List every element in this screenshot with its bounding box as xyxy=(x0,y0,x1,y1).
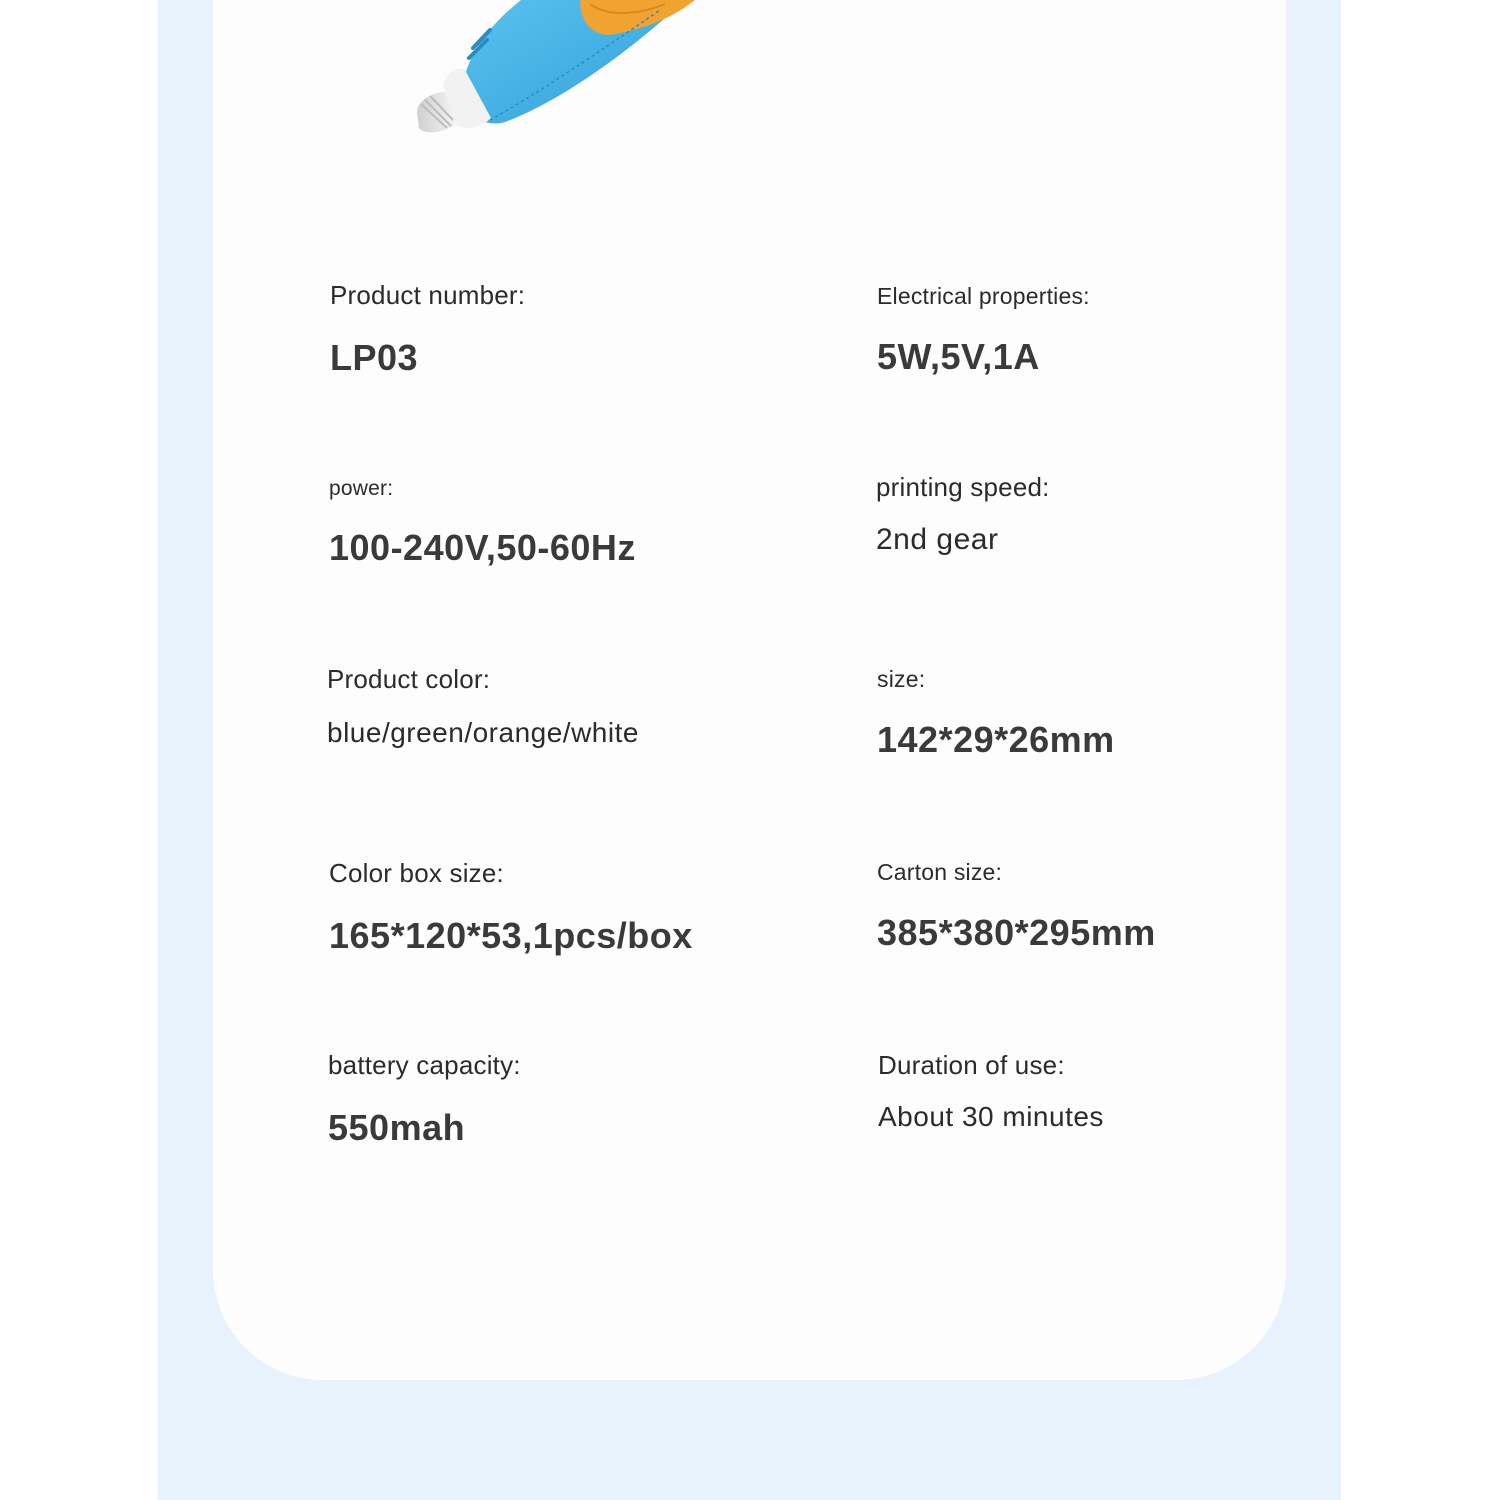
spec-duration-of-use xyxy=(878,1050,1104,1133)
spec-value: 100-240V,50-60Hz xyxy=(329,527,636,568)
spec-label: Electrical properties: xyxy=(877,283,1090,309)
spec-label: printing speed: xyxy=(876,472,1050,502)
spec-label: Color box size: xyxy=(329,858,504,888)
spec-value: 2nd gear xyxy=(876,523,999,556)
spec-printing-speed xyxy=(876,472,1050,557)
spec-label: Product color: xyxy=(327,664,491,694)
spec-product-color xyxy=(327,664,639,749)
spec-electrical-properties xyxy=(877,283,1090,378)
spec-label: power: xyxy=(329,477,394,500)
spec-power xyxy=(329,477,636,569)
spec-value: 142*29*26mm xyxy=(877,719,1115,760)
spec-product-number xyxy=(330,280,525,379)
3d-pen-image xyxy=(395,0,735,170)
spec-label: Duration of use: xyxy=(878,1050,1065,1080)
spec-value: 165*120*53,1pcs/box xyxy=(329,915,693,956)
spec-label: battery capacity: xyxy=(328,1050,521,1080)
spec-battery-capacity xyxy=(328,1050,521,1149)
spec-size xyxy=(877,666,1115,761)
spec-value: LP03 xyxy=(330,337,419,378)
spec-label: Product number: xyxy=(330,280,526,310)
spec-value: 550mah xyxy=(328,1107,466,1148)
spec-label: size: xyxy=(877,666,926,692)
spec-value: blue/green/orange/white xyxy=(327,717,639,748)
spec-label: Carton size: xyxy=(877,859,1003,885)
spec-value: 5W,5V,1A xyxy=(877,336,1040,377)
spec-carton-size xyxy=(877,859,1156,954)
spec-value: 385*380*295mm xyxy=(877,912,1156,953)
spec-color-box-size xyxy=(329,858,693,957)
spec-value: About 30 minutes xyxy=(878,1101,1104,1132)
